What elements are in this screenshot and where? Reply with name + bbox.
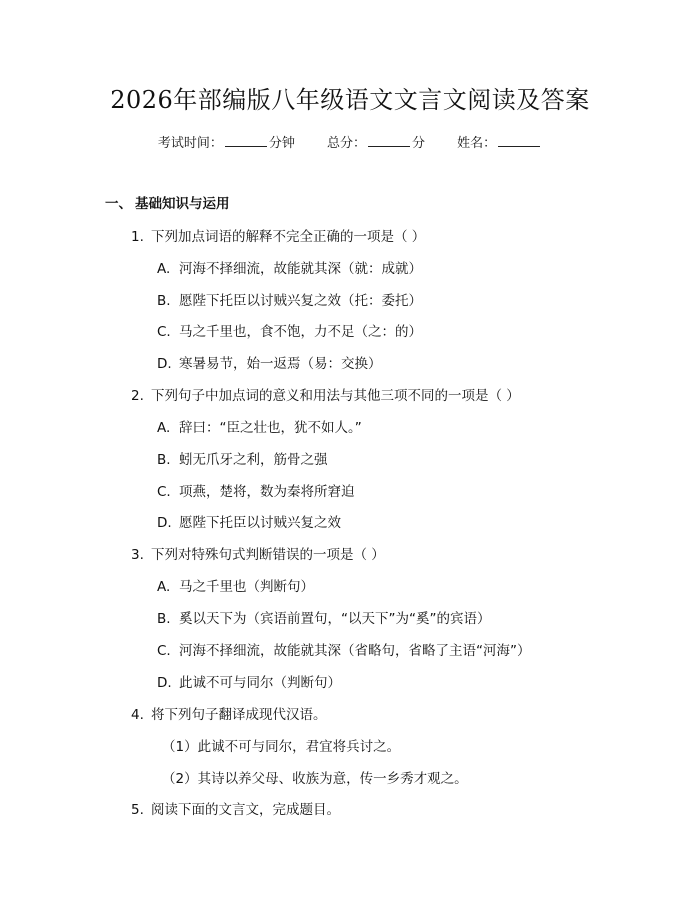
score-blank xyxy=(368,134,410,147)
option-letter: A. xyxy=(157,261,171,277)
question-number: 3. xyxy=(131,547,144,563)
option-text: 河海不择细流，故能就其深（省略句，省略了主语“河海”） xyxy=(179,643,531,659)
question-text: 阅读下面的文言文，完成题目。 xyxy=(151,802,340,818)
option-text: 寒暑易节，始一返焉（易：交换） xyxy=(179,356,382,372)
option-text: 马之千里也（判断句） xyxy=(179,579,314,595)
q1-option-d xyxy=(157,352,382,372)
option-text: 辞曰：“臣之壮也，犹不如人。” xyxy=(179,420,362,436)
option-text: 奚以天下为（宾语前置句，“以天下”为“奚”的宾语） xyxy=(179,611,491,627)
section-number: 一、 xyxy=(105,196,132,212)
question-number: 2. xyxy=(131,388,144,404)
q2-option-d xyxy=(157,511,341,531)
q2-option-b xyxy=(157,448,328,468)
question-number: 1. xyxy=(131,229,144,245)
option-letter: C. xyxy=(157,324,171,340)
score-unit: 分 xyxy=(412,136,426,151)
q1-option-a xyxy=(157,257,422,277)
option-letter: A. xyxy=(157,579,171,595)
question-text: 下列加点词语的解释不完全正确的一项是（ ） xyxy=(151,229,426,245)
q4-subitem-2: （2）其诗以养父母、收族为意，传一乡秀才观之。 xyxy=(162,771,468,787)
option-letter: D. xyxy=(157,356,172,372)
question-text: 下列对特殊句式判断错误的一项是（ ） xyxy=(151,547,385,563)
option-letter: D. xyxy=(157,675,172,691)
section-title: 基础知识与运用 xyxy=(135,196,230,212)
q1-option-c xyxy=(157,320,422,340)
option-text: 愿陛下托臣以讨贼兴复之效（托：委托） xyxy=(179,293,422,309)
q1-option-b xyxy=(157,289,422,309)
question-4 xyxy=(131,703,327,723)
question-number: 4. xyxy=(131,707,144,723)
q3-option-c xyxy=(157,639,531,659)
option-text: 此诚不可与同尔（判断句） xyxy=(179,675,341,691)
section-heading xyxy=(105,192,230,212)
student-name xyxy=(457,132,542,151)
q2-option-a xyxy=(157,416,362,436)
name-label: 姓名： xyxy=(457,136,497,151)
option-letter: D. xyxy=(157,515,172,531)
question-5 xyxy=(131,798,340,818)
exam-time xyxy=(158,132,295,151)
page-title: 2026年部编版八年级语文文言文阅读及答案 xyxy=(110,86,590,114)
time-unit: 分钟 xyxy=(268,136,295,151)
option-letter: C. xyxy=(157,643,171,659)
question-text: 下列句子中加点词的意义和用法与其他三项不同的一项是（ ） xyxy=(151,388,520,404)
option-letter: C. xyxy=(157,484,171,500)
question-number: 5. xyxy=(131,802,144,818)
option-letter: B. xyxy=(157,293,171,309)
question-3 xyxy=(131,543,385,563)
question-1 xyxy=(131,225,425,245)
time-blank xyxy=(225,134,267,147)
q3-option-d xyxy=(157,671,341,691)
option-letter: B. xyxy=(157,611,171,627)
option-letter: B. xyxy=(157,452,171,468)
exam-meta xyxy=(0,132,700,151)
option-text: 河海不择细流，故能就其深（就：成就） xyxy=(179,261,422,277)
score-label: 总分： xyxy=(326,136,366,151)
q3-option-a xyxy=(157,575,314,595)
q2-option-c xyxy=(157,480,355,500)
question-2 xyxy=(131,384,520,404)
question-text: 将下列句子翻译成现代汉语。 xyxy=(151,707,327,723)
option-letter: A. xyxy=(157,420,171,436)
q4-subitem-1: （1）此诚不可与同尔，君宜将兵讨之。 xyxy=(162,739,401,755)
time-label: 考试时间： xyxy=(157,136,223,151)
q3-option-b xyxy=(157,607,490,627)
option-text: 蚓无爪牙之利，筋骨之强 xyxy=(179,452,328,468)
name-blank xyxy=(498,134,540,147)
total-score xyxy=(327,132,425,151)
option-text: 马之千里也，食不饱，力不足（之：的） xyxy=(179,324,422,340)
option-text: 愿陛下托臣以讨贼兴复之效 xyxy=(179,515,341,531)
option-text: 项燕，楚将，数为秦将所窘迫 xyxy=(179,484,355,500)
